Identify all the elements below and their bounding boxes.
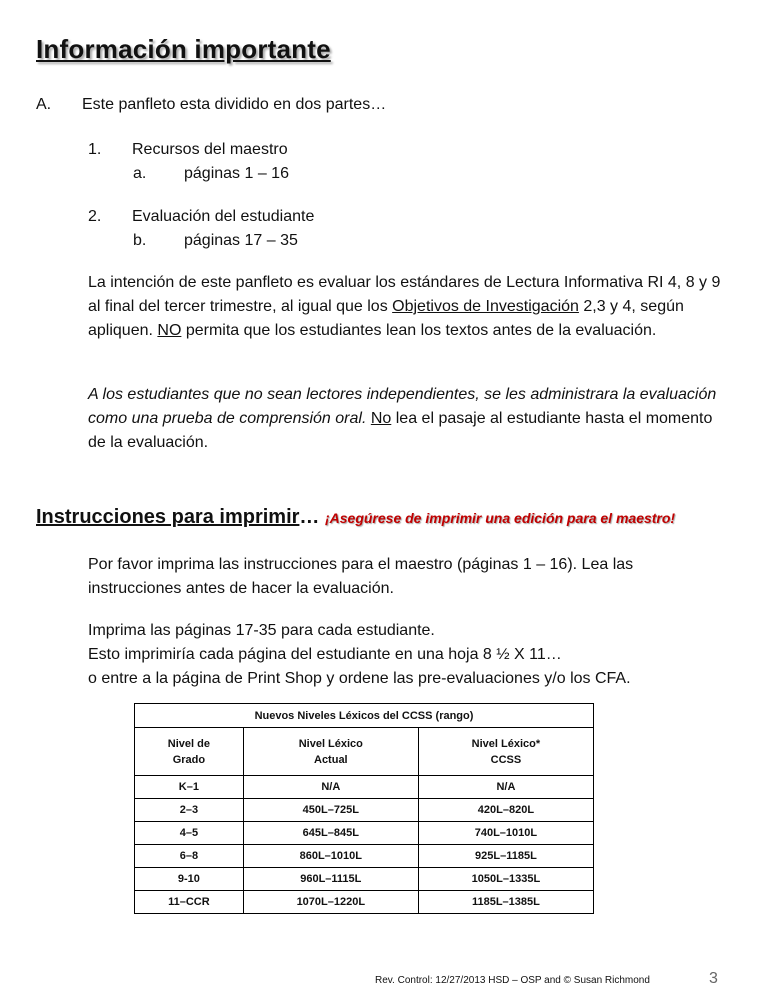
list-item-number: 1. bbox=[88, 141, 102, 158]
table-cell: 960L–1115L bbox=[243, 868, 418, 891]
table-cell: 11–CCR bbox=[135, 891, 244, 914]
table-cell: 1050L–1335L bbox=[418, 868, 593, 891]
column-header: Nivel Léxico Actual bbox=[243, 728, 418, 776]
table-cell: 9-10 bbox=[135, 868, 244, 891]
column-header: Nivel Léxico* CCSS bbox=[418, 728, 593, 776]
table-cell: 1185L–1385L bbox=[418, 891, 593, 914]
list-item-label: Evaluación del estudiante bbox=[132, 208, 315, 225]
table-row bbox=[135, 799, 594, 822]
oral-assessment-paragraph: A los estudiantes que no sean lectores independientes, se les administrara la evaluación como una prueba de comprensión oral. No lea el pasaje al estudiante hasta el momento de la evaluación. bbox=[88, 386, 717, 451]
table-cell: 6–8 bbox=[135, 845, 244, 868]
column-header: Nivel de Grado bbox=[135, 728, 244, 776]
section-a-marker: A. bbox=[36, 96, 52, 113]
sub-item-label: páginas 17 – 35 bbox=[184, 232, 298, 249]
table-cell: 450L–725L bbox=[243, 799, 418, 822]
print-instructions-paragraph: Por favor imprima las instrucciones para el maestro (páginas 1 – 16). Lea las instrucciones antes de hacer la evaluación. bbox=[88, 556, 634, 597]
sub-item-marker: a. bbox=[133, 165, 147, 182]
table-cell: 4–5 bbox=[135, 822, 244, 845]
table-cell: N/A bbox=[418, 776, 593, 799]
table-cell: 420L–820L bbox=[418, 799, 593, 822]
table-cell: 740L–1010L bbox=[418, 822, 593, 845]
table-row bbox=[135, 891, 594, 914]
table-cell: 645L–845L bbox=[243, 822, 418, 845]
sub-item-marker: b. bbox=[133, 232, 147, 249]
list-item-number: 2. bbox=[88, 208, 102, 225]
teacher-edition-note: ¡Asegúrese de imprimir una edición para el maestro! bbox=[324, 510, 676, 526]
sub-item-label: páginas 1 – 16 bbox=[184, 165, 289, 182]
table-cell: K–1 bbox=[135, 776, 244, 799]
table-cell: N/A bbox=[243, 776, 418, 799]
print-instructions-line: o entre a la página de Print Shop y ordene las pre-evaluaciones y/o los CFA. bbox=[88, 670, 631, 687]
table-cell: 925L–1185L bbox=[418, 845, 593, 868]
lexile-table bbox=[134, 703, 594, 914]
print-instructions-heading: Instrucciones para imprimir… ¡Asegúrese de imprimir una edición para el maestro! bbox=[36, 506, 676, 528]
table-cell: 2–3 bbox=[135, 799, 244, 822]
table-cell: 860L–1010L bbox=[243, 845, 418, 868]
table-row bbox=[135, 776, 594, 799]
section-a-text: Este panfleto esta dividido en dos partes… bbox=[82, 96, 387, 113]
print-instructions-line: Imprima las páginas 17-35 para cada estudiante. bbox=[88, 622, 435, 639]
page-number: 3 bbox=[709, 970, 718, 987]
table-caption: Nuevos Niveles Léxicos del CCSS (rango) bbox=[135, 704, 594, 728]
table-row bbox=[135, 845, 594, 868]
page-title: Información importante bbox=[36, 34, 331, 64]
table-cell: 1070L–1220L bbox=[243, 891, 418, 914]
list-item-label: Recursos del maestro bbox=[132, 141, 288, 158]
table-row bbox=[135, 868, 594, 891]
print-instructions-line: Esto imprimiría cada página del estudiante en una hoja 8 ½ X 11… bbox=[88, 646, 562, 663]
revision-footer: Rev. Control: 12/27/2013 HSD – OSP and © Susan Richmond bbox=[375, 975, 650, 986]
intent-paragraph: La intención de este panfleto es evaluar los estándares de Lectura Informativa RI 4, 8 y 9 al final del tercer trimestre, al igual que los Objetivos de Investigación 2,3 y 4, según apliquen. NO permita que los estudiantes lean los textos antes de la evaluación. bbox=[88, 274, 721, 339]
table-row bbox=[135, 822, 594, 845]
